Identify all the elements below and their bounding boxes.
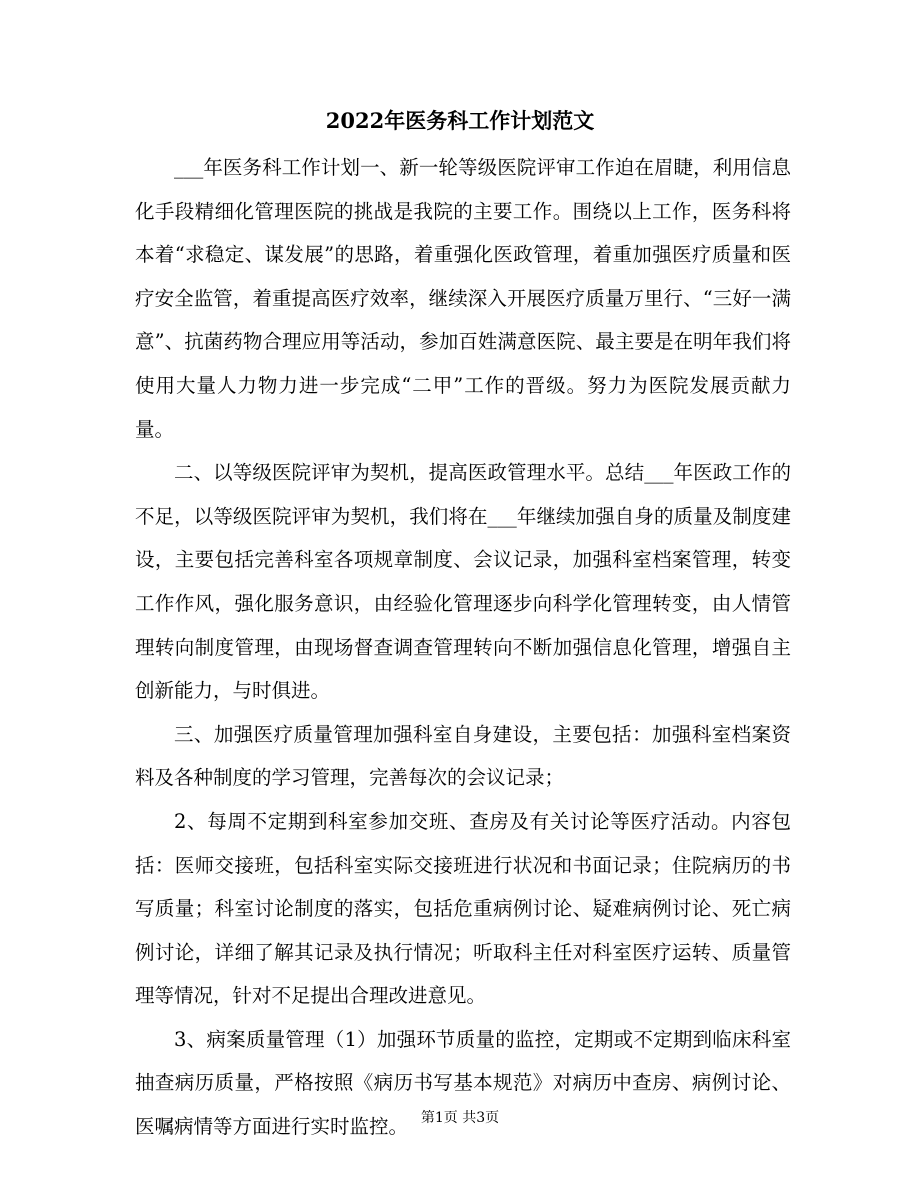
paragraph-5: 3、病案质量管理（1）加强环节质量的监控，定期或不定期到临床科室抽查病历质量，严格按照《病历书写基本规范》对病历中查房、病例讨论、医嘱病情等方面进行实时监控。 xyxy=(135,1027,791,1139)
document-title: 2022年医务科工作计划范文 xyxy=(325,108,595,133)
paragraph-4: 2、每周不定期到科室参加交班、查房及有关讨论等医疗活动。内容包括：医师交接班，包括科室实际交接班进行状况和书面记录；住院病历的书写质量；科室讨论制度的落实，包括危重病例讨论、疑难病例讨论、死亡病例讨论，详细了解其记录及执行情况；听取科主任对科室医疗运转、质量管理等情况，针对不足提出合理改进意见。 xyxy=(135,809,791,1008)
page-number-footer: 第1页 共3页 xyxy=(420,1110,500,1126)
paragraph-3: 三、加强医疗质量管理加强科室自身建设，主要包括：加强科室档案资料及各种制度的学习管理，完善每次的会议记录； xyxy=(135,722,791,790)
paragraph-1: ___年医务科工作计划一、新一轮等级医院评审工作迫在眉睫，利用信息化手段精细化管理医院的挑战是我院的主要工作。围绕以上工作，医务科将本着“求稳定、谋发展”的思路，着重强化医政管理，着重加强医疗质量和医疗安全监管，着重提高医疗效率，继续深入开展医疗质量万里行、“三好一满意”、抗菌药物合理应用等活动，参加百姓满意医院、最主要是在明年我们将使用大量人力物力进一步完成“二甲”工作的晋级。努力为医院发展贡献力量。 xyxy=(135,156,791,441)
document-body xyxy=(135,146,791,1149)
paragraph-2: 二、以等级医院评审为契机，提高医政管理水平。总结___年医政工作的不足，以等级医院评审为契机，我们将在___年继续加强自身的质量及制度建设，主要包括完善科室各项规章制度、会议记录，加强科室档案管理，转变工作作风，强化服务意识，由经验化管理逐步向科学化管理转变，由人情管理转向制度管理，由现场督查调查管理转向不断加强信息化管理，增强自主创新能力，与时俱进。 xyxy=(135,461,791,703)
